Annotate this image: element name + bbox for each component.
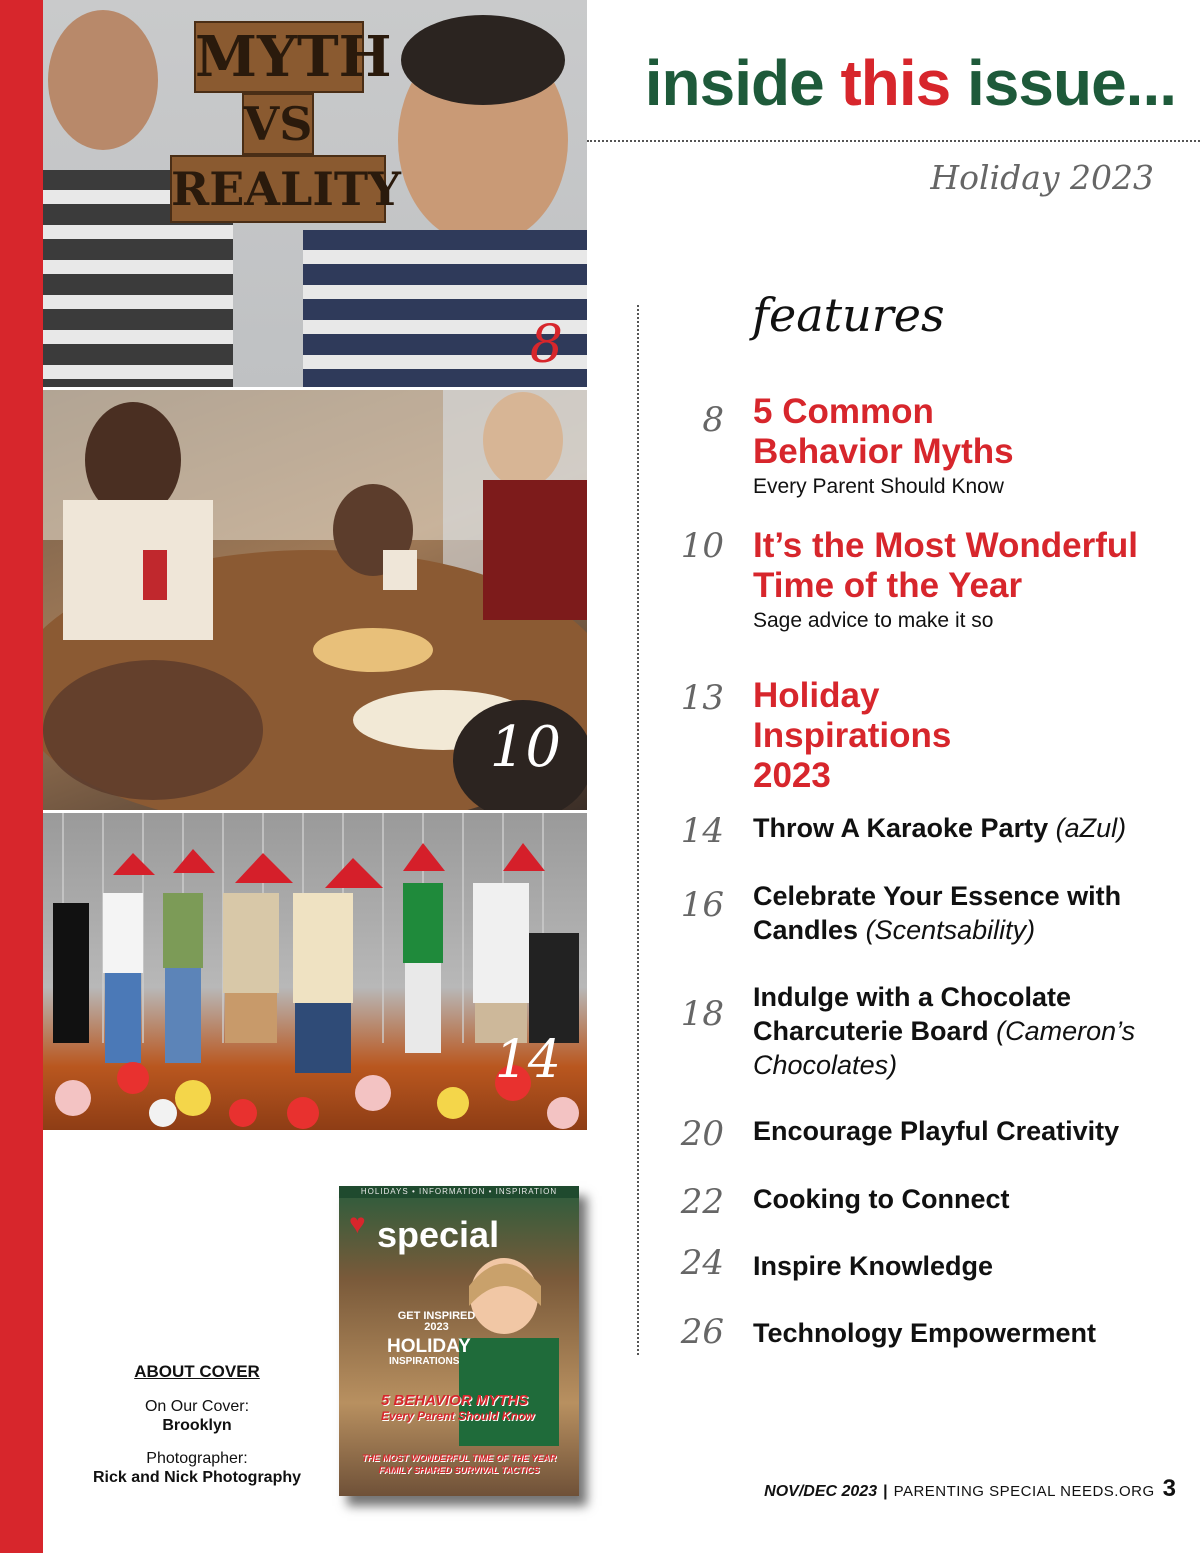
toc-entry-body bbox=[753, 1249, 1193, 1283]
page-title bbox=[645, 46, 1176, 120]
on-cover-name: Brooklyn bbox=[162, 1417, 232, 1434]
toc-page-number: 24 bbox=[680, 1243, 724, 1283]
toc-item-title: Indulge with a Chocolate Charcuterie Board bbox=[753, 982, 1072, 1046]
footer-site[interactable]: PARENTING SPECIAL NEEDS.ORG bbox=[893, 1483, 1155, 1500]
photographer-name: Rick and Nick Photography bbox=[92, 1469, 302, 1486]
toc-item-partner: (aZul) bbox=[1055, 813, 1127, 843]
about-cover-heading: ABOUT COVER bbox=[134, 1362, 260, 1381]
toc-entry-body bbox=[753, 392, 1053, 500]
toc-item-title: Encourage Playful Creativity bbox=[753, 1116, 1120, 1146]
page-footer bbox=[764, 1475, 1176, 1503]
toc-entry-body bbox=[753, 1316, 1193, 1350]
issue-date: Holiday 2023 bbox=[930, 158, 1154, 197]
toc-item-title: Celebrate Your Essence with Candles bbox=[753, 881, 1122, 945]
toc-item-title: Throw A Karaoke Party bbox=[753, 813, 1049, 843]
photo1-overlay-myth: MYTH bbox=[195, 24, 392, 90]
toc-page-number: 13 bbox=[680, 678, 724, 718]
cover-every-parent: Every Parent Should Know bbox=[381, 1409, 535, 1423]
cover-thumbnail[interactable] bbox=[339, 1186, 579, 1496]
toc-item-title: Technology Empowerment bbox=[753, 1318, 1097, 1348]
toc-item-partner: (Cameron’s Chocolates) bbox=[753, 1016, 1136, 1080]
toc-page-number: 14 bbox=[680, 811, 724, 851]
title-part-1: inside bbox=[644, 47, 841, 119]
toc-page-number: 16 bbox=[680, 885, 724, 925]
toc-entry-body bbox=[753, 879, 1163, 947]
photo1-overlay-reality: REALITY bbox=[171, 162, 401, 216]
photo1-page-number: 8 bbox=[529, 315, 563, 375]
about-cover bbox=[80, 1362, 314, 1487]
photo-holiday-dinner bbox=[43, 390, 587, 810]
cover-brand: special bbox=[377, 1214, 500, 1255]
photographer-label: Photographer: bbox=[146, 1450, 248, 1467]
toc-page-number: 10 bbox=[680, 526, 724, 566]
title-part-2: issue... bbox=[950, 47, 1176, 119]
toc-entry-body bbox=[753, 526, 1183, 634]
features-heading: features bbox=[752, 288, 945, 342]
toc-page-number: 20 bbox=[680, 1114, 724, 1154]
toc-entry-body bbox=[753, 811, 1193, 845]
toc-page-number: 26 bbox=[680, 1312, 724, 1352]
toc-entry-body bbox=[753, 676, 993, 796]
toc-main-title: 5 Common Behavior Myths bbox=[753, 392, 1014, 471]
cover-top-banner: HOLIDAYS • INFORMATION • INSPIRATION bbox=[339, 1186, 579, 1198]
footer-issue: NOV/DEC 2023 bbox=[764, 1483, 878, 1500]
photo3-page-number: 14 bbox=[494, 1030, 561, 1090]
cover-holiday: HOLIDAY bbox=[387, 1336, 471, 1357]
left-red-bar bbox=[0, 0, 43, 1553]
toc-item-title: Cooking to Connect bbox=[753, 1184, 1010, 1214]
toc-subtitle: Every Parent Should Know bbox=[753, 475, 1004, 498]
toc-entry-body bbox=[753, 1114, 1193, 1148]
cover-myths: 5 BEHAVIOR MYTHS bbox=[381, 1392, 529, 1409]
heart-icon: ♥ bbox=[349, 1208, 366, 1239]
toc-main-title: It’s the Most Wonderful Time of the Year bbox=[753, 526, 1138, 605]
toc-item-partner: (Scentsability) bbox=[865, 915, 1036, 945]
photo2-page-number: 10 bbox=[489, 715, 561, 780]
toc-subtitle: Sage advice to make it so bbox=[753, 609, 994, 632]
toc-page-number: 18 bbox=[680, 994, 724, 1034]
photo1-overlay-vs: VS bbox=[243, 97, 313, 151]
footer-separator: | bbox=[883, 1483, 888, 1500]
footer-page-number: 3 bbox=[1162, 1475, 1176, 1502]
photo-karaoke-party bbox=[43, 813, 587, 1130]
toc-main-title: Holiday Inspirations 2023 bbox=[753, 676, 952, 795]
toc-page-number: 8 bbox=[702, 400, 724, 440]
header-dotted-divider bbox=[587, 140, 1200, 142]
vertical-dotted-divider bbox=[637, 305, 639, 1355]
toc-entry-body bbox=[753, 1182, 1193, 1216]
title-accent: this bbox=[840, 47, 951, 119]
cover-inspirations: INSPIRATIONS bbox=[389, 1356, 460, 1367]
photo-myth-vs-reality bbox=[43, 0, 587, 387]
toc-entry-body bbox=[753, 980, 1173, 1082]
cover-get-inspired: GET INSPIRED 2023 bbox=[397, 1310, 476, 1333]
on-cover-label: On Our Cover: bbox=[144, 1398, 250, 1415]
cover-bottom-line: THE MOST WONDERFUL TIME OF THE YEAR FAMILY SHARED SURVIVAL TACTICS bbox=[361, 1453, 557, 1475]
toc-item-title: Inspire Knowledge bbox=[753, 1251, 994, 1281]
toc-page-number: 22 bbox=[680, 1182, 724, 1222]
